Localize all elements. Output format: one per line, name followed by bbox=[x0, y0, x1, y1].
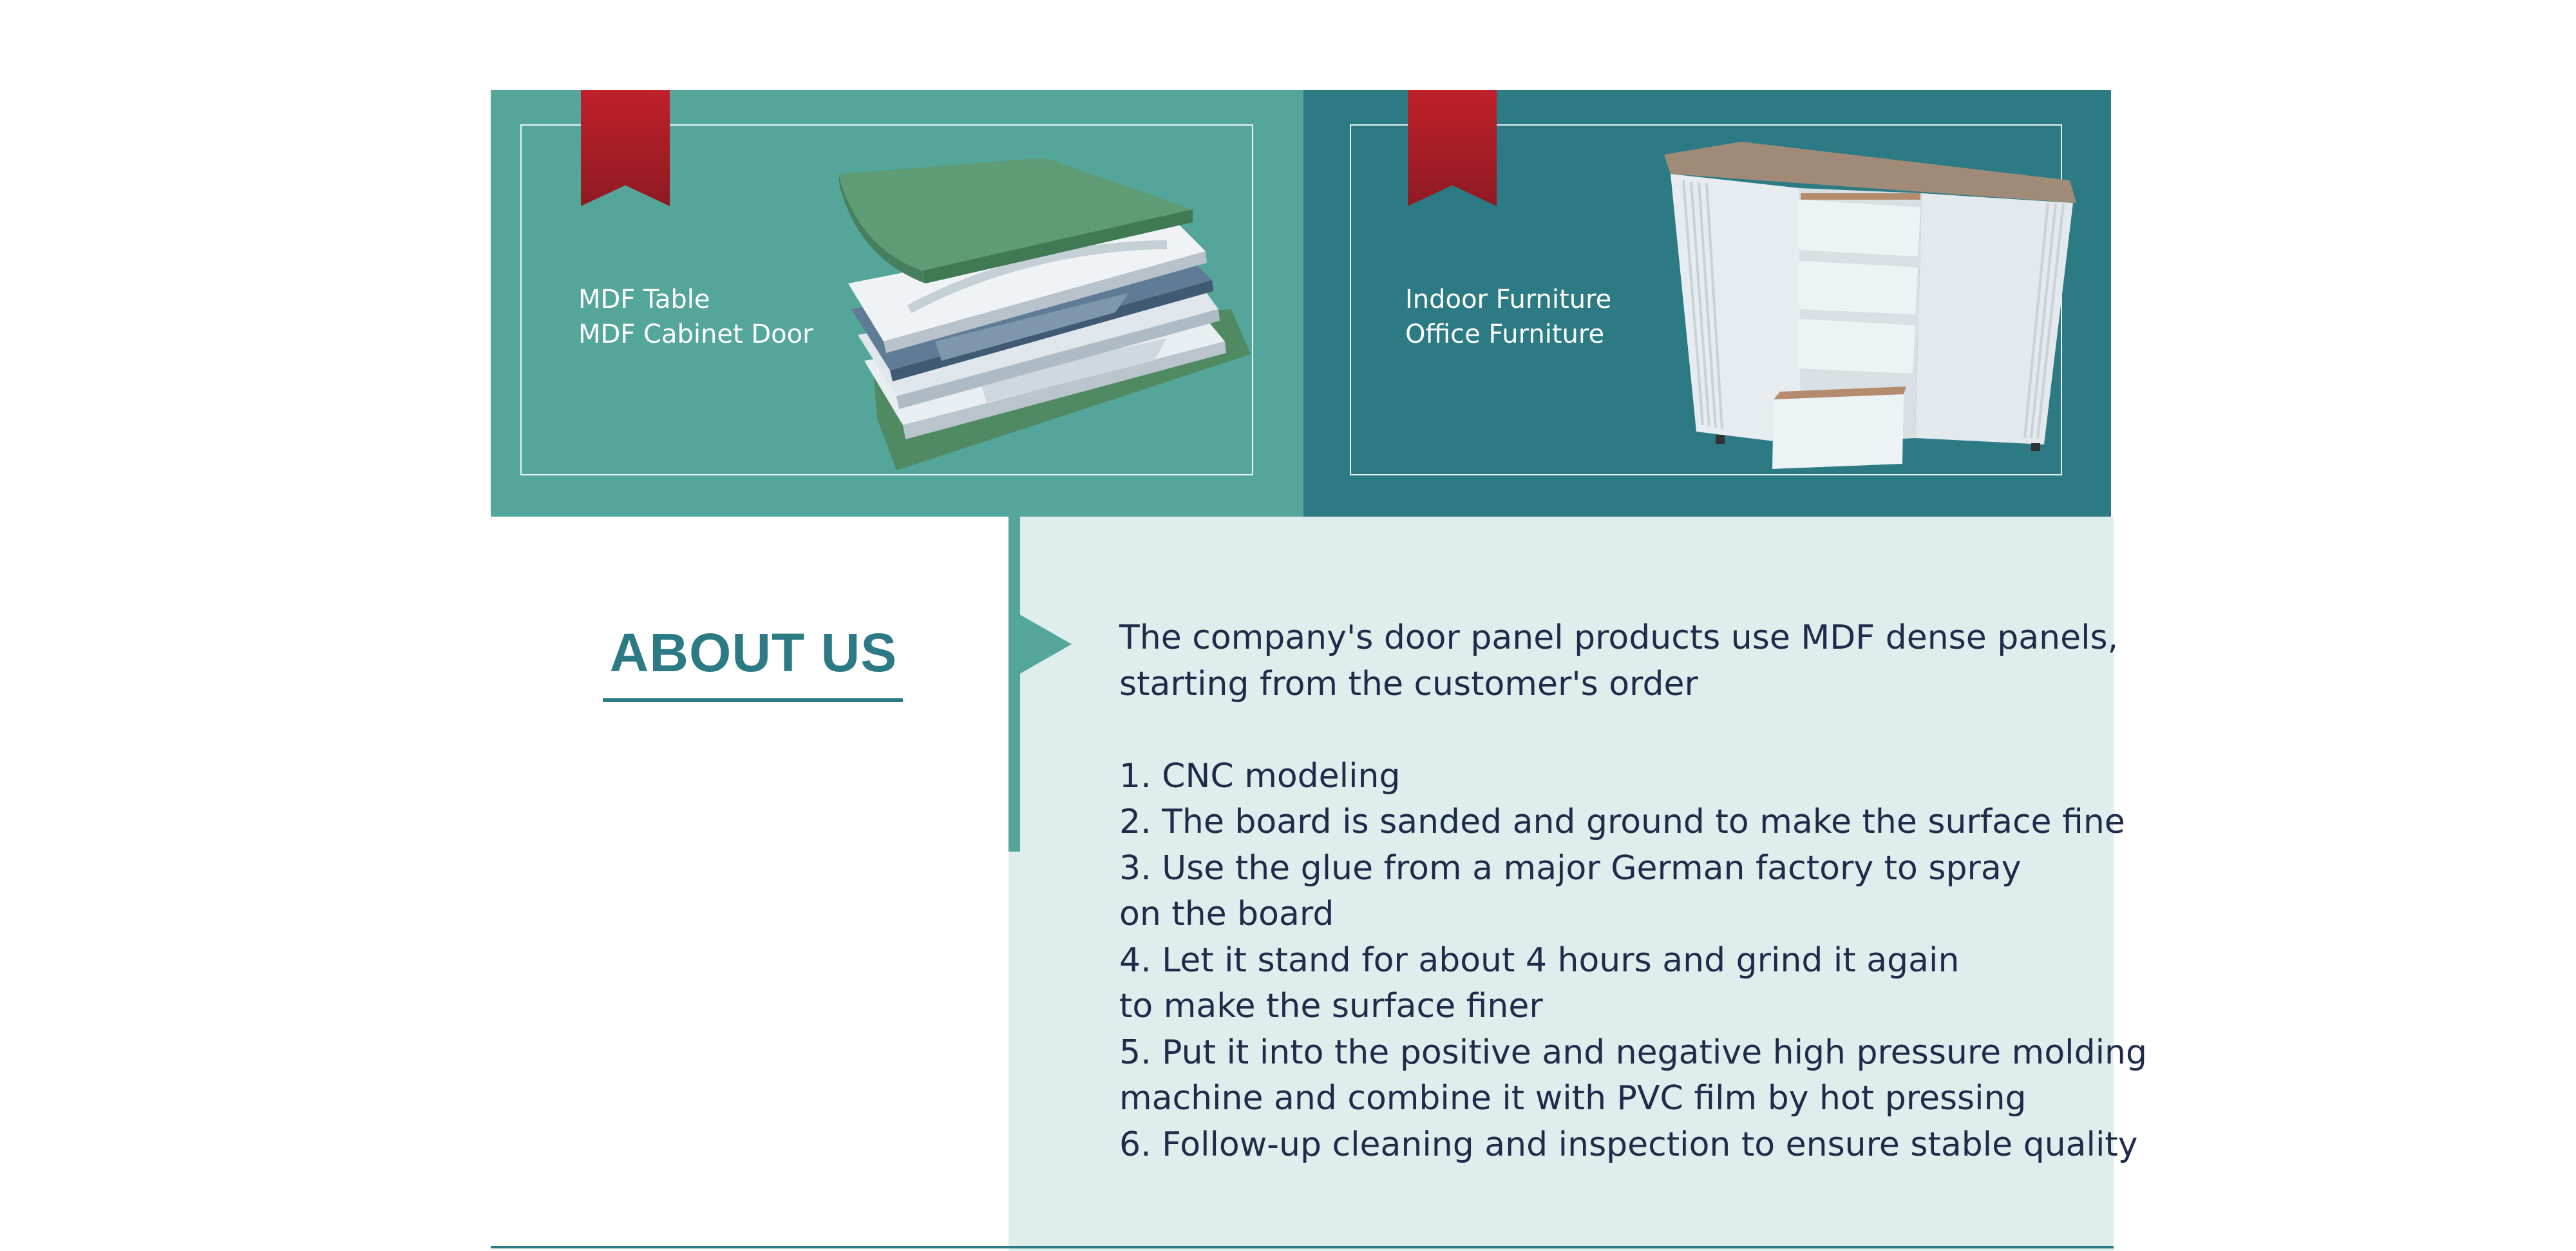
process-step: 5. Put it into the positive and negative high pressure molding bbox=[1119, 1033, 2148, 1072]
paragraph-gap bbox=[1119, 707, 2111, 754]
about-us-heading: ABOUT US bbox=[609, 622, 898, 683]
stacked-mdf-panels-image bbox=[832, 148, 1283, 509]
caption-line: MDF Table bbox=[578, 285, 710, 314]
process-step: to make the surface finer bbox=[1119, 987, 1543, 1026]
accent-bar bbox=[1009, 517, 1020, 852]
caption-line: MDF Cabinet Door bbox=[578, 320, 813, 349]
caption-line: Indoor Furniture bbox=[1405, 285, 1612, 314]
process-step: machine and combine it with PVC film by hot pressing bbox=[1119, 1079, 2027, 1118]
white-drawer-cabinet-image bbox=[1651, 142, 2089, 502]
process-step: 1. CNC modeling bbox=[1119, 756, 1401, 796]
about-description bbox=[1119, 615, 2148, 1168]
caption-line: Office Furniture bbox=[1405, 320, 1605, 349]
panel-caption bbox=[578, 282, 813, 352]
panel-caption bbox=[1405, 282, 1611, 352]
process-step: 4. Let it stand for about 4 hours and grind it again bbox=[1119, 941, 1960, 980]
process-step: 6. Follow-up cleaning and inspection to ensure stable quality bbox=[1119, 1125, 2138, 1164]
intro-line: starting from the customer's order bbox=[1119, 664, 1698, 703]
intro-line: The company's door panel products use MDF dense panels, bbox=[1119, 618, 2119, 657]
furniture-products-panel[interactable] bbox=[1303, 90, 2111, 517]
process-step: 2. The board is sanded and ground to make the surface fine bbox=[1119, 803, 2125, 841]
process-step: on the board bbox=[1119, 895, 1334, 933]
heading-underline bbox=[603, 698, 903, 702]
process-step: 3. Use the glue from a major German factory to spray bbox=[1119, 848, 2022, 888]
mdf-products-panel[interactable] bbox=[491, 90, 1303, 517]
